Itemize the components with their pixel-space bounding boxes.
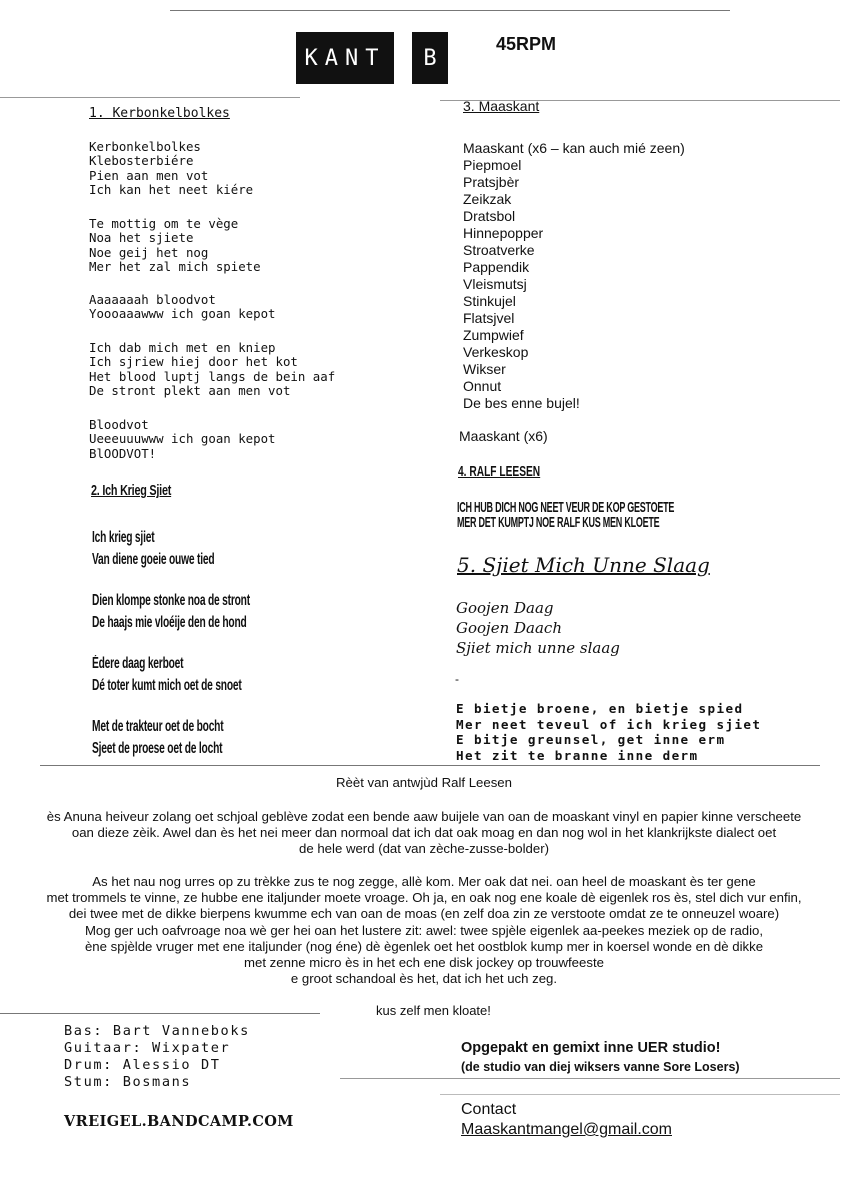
song4-lyrics: ICH HUB DICH NOG NEET VEUR DE KOP GESTOETE MER DET KUMPTJ NOE RALF KUS MEN KLOETE bbox=[457, 499, 675, 531]
song2-verse-2: Dien klompe stonke noa de stront De haajs mie vloéije den de hond bbox=[92, 592, 250, 631]
statement-title: Rèèt van antwjùd Ralf Leesen bbox=[336, 775, 512, 790]
bandcamp-link[interactable]: VREIGEL.BANDCAMP.COM bbox=[64, 1113, 294, 1130]
song1-verse-4: Ich dab mich met en kniep Ich sjriew hiej door het kot Het blood luptj langs de bein aaf De stront plekt aan men vot bbox=[89, 340, 336, 399]
song1-verse-5: Bloodvot Ueeeuuuwww ich goan kepot BlOODVOT! bbox=[89, 417, 276, 461]
song2-verse-1: Ich krieg sjiet Van diene goeie ouwe tied bbox=[92, 529, 215, 568]
song2-verse-4: Met de trakteur oet de bocht Sjeet de proese oet de locht bbox=[92, 718, 224, 757]
rule-footer-left bbox=[0, 1013, 320, 1014]
song3-title: 3. Maaskant bbox=[463, 98, 540, 114]
side-letter-box bbox=[412, 32, 448, 84]
rule-middle bbox=[40, 765, 820, 766]
song2-title: 2. Ich Krieg Sjiet bbox=[91, 482, 172, 499]
side-word: KANT bbox=[304, 45, 386, 71]
studio-credit: Opgepakt en gemixt inne UER studio! bbox=[461, 1040, 721, 1056]
rule-top bbox=[170, 10, 730, 11]
song1-verse-3: Aaaaaaah bloodvot Yoooaaawww ich goan kepot bbox=[89, 292, 276, 322]
song1-verse-1: Kerbonkelbolkes Klebosterbiére Pien aan men vot Ich kan het neet kiére bbox=[89, 139, 254, 198]
contact-email-link[interactable]: Maaskantmangel@gmail.com bbox=[461, 1121, 672, 1138]
song5-title: 5. Sjiet Mich Unne Slaag bbox=[457, 553, 710, 577]
side-letter: B bbox=[423, 45, 437, 71]
song5-lyrics-part2: E bietje broene, en bietje spied Mer neet teveul of ich krieg sjiet E bitje greunsel, get inne erm Het zit te branne inne derm bbox=[456, 701, 762, 763]
song5-lyrics-part1: Goojen Daag Goojen Daach Sjiet mich unne slaag bbox=[456, 599, 620, 657]
statement-paragraph-2: As het nau nog urres op zu trèkke zus te nog zegge, allè kom. Mer oak dat nei. oan heel de moaskant ès ter gene met trommels te vinne, ze hubbe ene italjunder moete vroage. Oh ja, en oak nog ene koale dè eigenlek ros ès, stel dich vur enfin, dei twee met de dikke bierpens kwumme ech van oan de moas (en zelf doa zin ze verstoote omdat ze te onneuzel woare) Mog ger uch oafvroage noa wè ger hei oan het lustere zit: awel: twee spjèle eigenlek aa-peekes meziek op de radio, ène spjèlde vruger met ene italjunder (nog éne) dè ègenlek oet het oostblok kump mer in koersel wonde en dè dikke met zenne micro ès in het ech ene disk jockey op trouwfeeste e groot schandoal ès het, dat ich het uch zeg. bbox=[46, 874, 802, 987]
contact-label: Contact bbox=[461, 1101, 517, 1118]
rule-footer-right2 bbox=[440, 1094, 840, 1095]
song1-title: 1. Kerbonkelbolkes bbox=[89, 106, 230, 121]
record-speed: 45RPM bbox=[496, 34, 557, 54]
band-members: Bas: Bart Vanneboks Guitaar: Wixpater Drum: Alessio DT Stum: Bosmans bbox=[64, 1023, 250, 1090]
rule-footer-right bbox=[340, 1078, 840, 1079]
statement-paragraph-1: ès Anuna heiveur zolang oet schjoal geblève zodat een bende aaw buijele van oan de moaskant vinyl en papier kinne verscheete oan dieze zèik. Awel dan ès het nei meer dan normoal dat ich dat oak moag en dan nog wol in het klankrijkste dialect oet de hele werd (dat van zèche-zusse-bolder) bbox=[46, 809, 802, 857]
song2-verse-3: Édere daag kerboet Dé toter kumt mich oet de snoet bbox=[92, 655, 242, 694]
side-label-box bbox=[296, 32, 394, 84]
song3-lyrics: Maaskant (x6 – kan auch mié zeen) Piepmoel Pratsjbèr Zeikzak Dratsbol Hinnepopper Stroatverke Pappendik Vleismutsj Stinkujel Flatsjvel Zumpwief Verkeskop Wikser Onnut De bes enne bujel! bbox=[463, 140, 685, 411]
rule-header-left bbox=[0, 97, 300, 98]
song1-verse-2: Te mottig om te vège Noa het sjiete Noe geij het nog Mer het zal mich spiete bbox=[89, 216, 261, 275]
song3-outro: Maaskant (x6) bbox=[459, 428, 548, 444]
studio-credit-sub: (de studio van diej wiksers vanne Sore Losers) bbox=[461, 1060, 740, 1074]
song4-title: 4. RALF LEESEN bbox=[458, 463, 541, 480]
statement-signoff: kus zelf men kloate! bbox=[376, 1003, 491, 1018]
song5-dash: - bbox=[455, 672, 459, 686]
